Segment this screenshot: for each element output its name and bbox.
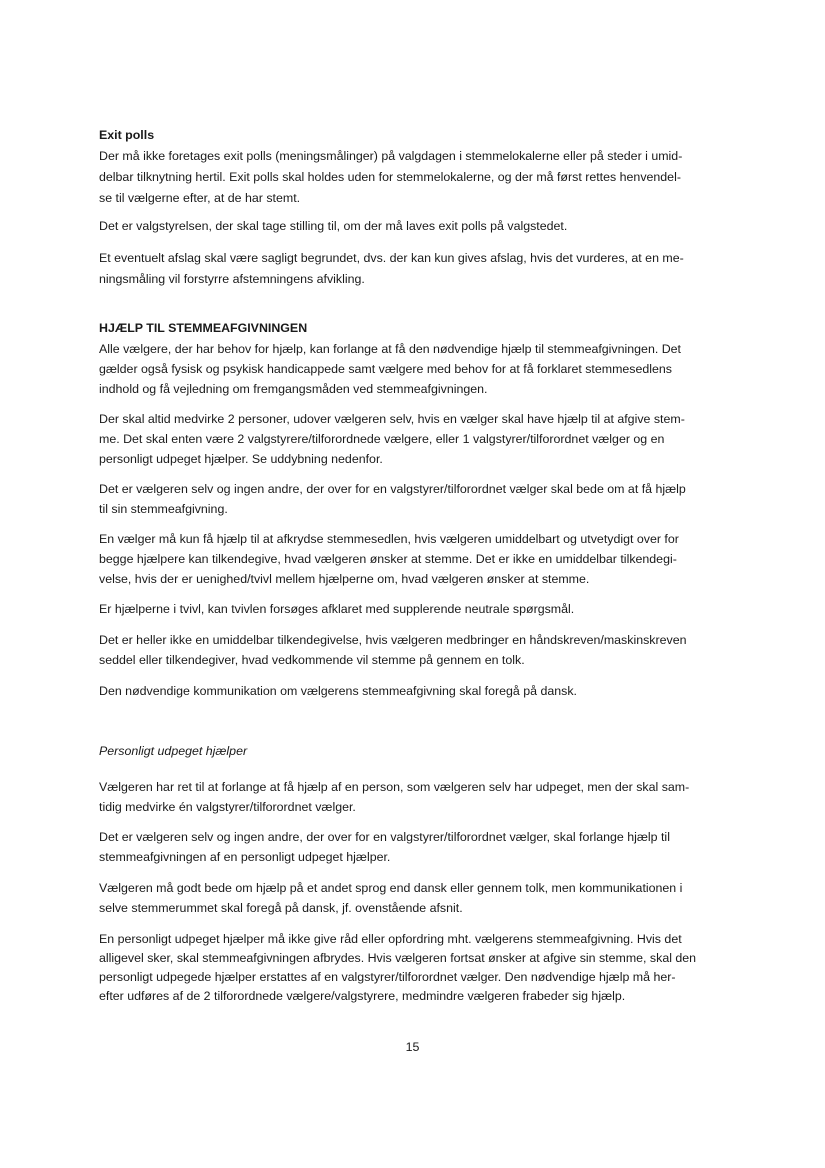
paragraph-line: personligt udpegede hjælper erstattes af en valgstyrer/tilforordnet vælger. Den nødvendige hjælp må her-: [99, 970, 676, 984]
paragraph-line: Alle vælgere, der har behov for hjælp, kan forlange at få den nødvendige hjælp til stemmeafgivningen. Det: [99, 342, 682, 356]
paragraph-line: tidig medvirke én valgstyrer/tilforordnet vælger.: [99, 800, 356, 814]
paragraph-line: se til vælgerne efter, at de har stemt.: [99, 191, 301, 205]
paragraph-line: Vælgeren har ret til at forlange at få hjælp af en person, som vælgeren selv har udpeget, men der skal sam-: [99, 780, 690, 794]
page-number: 15: [405, 1040, 420, 1054]
paragraph-line: En personligt udpeget hjælper må ikke give råd eller opfordring mht. vælgerens stemmeafgivning. Hvis det: [99, 932, 682, 946]
section-heading-help: HJÆLP TIL STEMMEAFGIVNINGEN: [99, 321, 308, 335]
paragraph-line: En vælger må kun få hjælp til at afkrydse stemmesedlen, hvis vælgeren umiddelbart og utvetydigt over for: [99, 532, 679, 546]
paragraph-line: personligt udpeget hjælper. Se uddybning nedenfor.: [99, 452, 383, 466]
paragraph-line: Det er heller ikke en umiddelbar tilkendegivelse, hvis vælgeren medbringer en håndskreven/maskinskreven: [99, 633, 687, 647]
paragraph-line: selve stemmerummet skal foregå på dansk, jf. ovenstående afsnit.: [99, 901, 463, 915]
paragraph-line: Der skal altid medvirke 2 personer, udover vælgeren selv, hvis en vælger skal have hjælp til at afgive stem-: [99, 412, 685, 426]
paragraph-line: ningsmåling vil forstyrre afstemningens afvikling.: [99, 272, 365, 286]
paragraph-line: Vælgeren må godt bede om hjælp på et andet sprog end dansk eller gennem tolk, men kommunikationen i: [99, 881, 683, 895]
paragraph-line: delbar tilknytning hertil. Exit polls skal holdes uden for stemmelokalerne, og der må først rettes henvendel-: [99, 170, 681, 184]
paragraph-line: seddel eller tilkendegiver, hvad vedkommende vil stemme på gennem en tolk.: [99, 653, 525, 667]
paragraph-line: indhold og få vejledning om fremgangsmåden ved stemmeafgivningen.: [99, 382, 488, 396]
paragraph-line: Det er valgstyrelsen, der skal tage stilling til, om der må laves exit polls på valgstedet.: [99, 219, 568, 233]
paragraph-line: stemmeafgivningen af en personligt udpeget hjælper.: [99, 850, 391, 864]
paragraph-line: Er hjælperne i tvivl, kan tvivlen forsøges afklaret med supplerende neutrale spørgsmål.: [99, 602, 575, 616]
paragraph-line: begge hjælpere kan tilkendegive, hvad vælgeren ønsker at stemme. Det er ikke en umiddelbar tilkendegi-: [99, 552, 677, 566]
paragraph-line: Den nødvendige kommunikation om vælgerens stemmeafgivning skal foregå på dansk.: [99, 684, 577, 698]
paragraph-line: Et eventuelt afslag skal være sagligt begrundet, dvs. der kan kun gives afslag, hvis det vurderes, at en me-: [99, 251, 684, 265]
paragraph-line: til sin stemmeafgivning.: [99, 502, 228, 516]
section-heading-exit-polls: Exit polls: [99, 128, 155, 142]
paragraph-line: velse, hvis der er uenighed/tvivl mellem hjælperne om, hvad vælgeren ønsker at stemme.: [99, 572, 590, 586]
paragraph-line: Det er vælgeren selv og ingen andre, der over for en valgstyrer/tilforordnet vælger, skal forlange hjælp til: [99, 830, 670, 844]
paragraph-line: efter udføres af de 2 tilforordnede vælgere/valgstyrere, medmindre vælgeren frabeder sig hjælp.: [99, 989, 626, 1003]
paragraph-line: alligevel sker, skal stemmeafgivningen afbrydes. Hvis vælgeren fortsat ønsker at afgive sin stemme, skal den: [99, 951, 697, 965]
paragraph-line: gælder også fysisk og psykisk handicappede samt vælgere med behov for at få forklaret stemmesedlens: [99, 362, 673, 376]
subsection-heading-personal-helper: Personligt udpeget hjælper: [99, 744, 248, 758]
paragraph-line: Der må ikke foretages exit polls (meningsmålinger) på valgdagen i stemmelokalerne eller på steder i umid-: [99, 149, 683, 163]
paragraph-line: me. Det skal enten være 2 valgstyrere/tilforordnede vælgere, eller 1 valgstyrer/tilforordnet vælger og en: [99, 432, 665, 446]
paragraph-line: Det er vælgeren selv og ingen andre, der over for en valgstyrer/tilforordnet vælger skal bede om at få hjælp: [99, 482, 686, 496]
